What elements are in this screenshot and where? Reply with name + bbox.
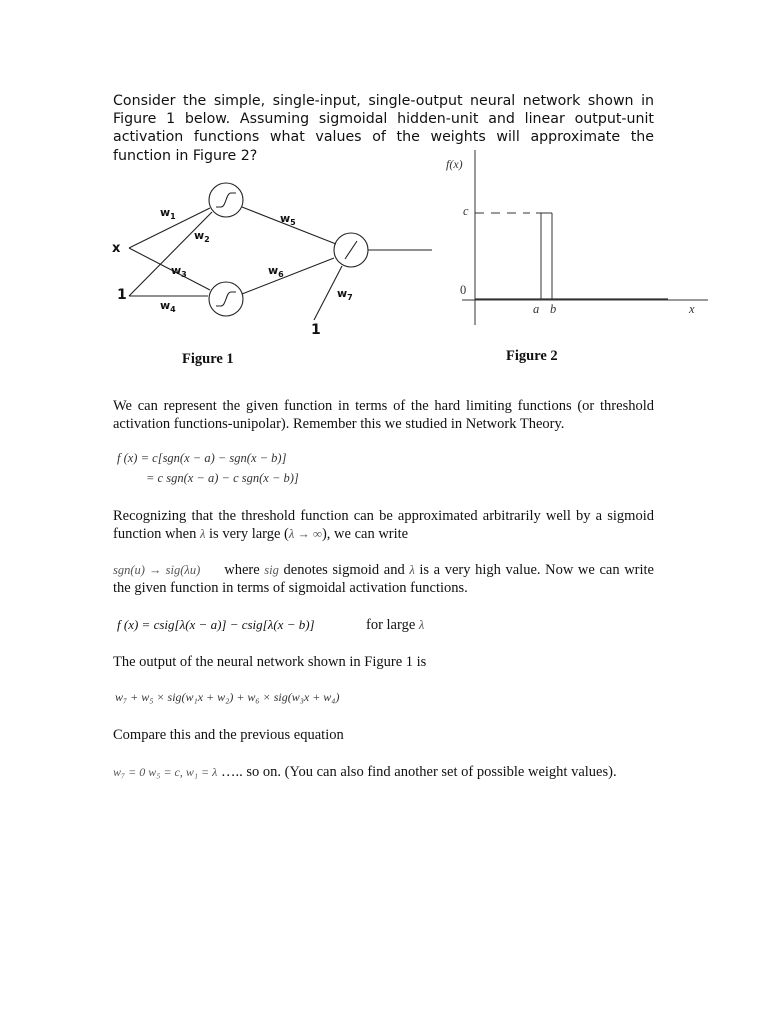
paragraph-6: w₇ = 0 w₅ = c, w₁ = λ ….. so on. (You can also find another set of possible weight values). — [113, 764, 617, 780]
weight-w5-label: $w_5$ — [280, 212, 296, 228]
equation-1-line-2: = c sgn(x − a) − c sgn(x − b)] — [146, 471, 299, 485]
question-text: Consider the simple, single-input, single-output neural network shown in Figure 1 below. Assuming sigmoidal hidden-unit and linear output-unit activation functions what values of the weights will approximate the function in Figure 2? — [113, 93, 654, 164]
figure2-plot — [462, 150, 708, 325]
linear-glyph — [345, 241, 357, 259]
figure2-caption: Figure 2 — [506, 348, 558, 364]
paragraph-1: We can represent the given function in terms of the hard limiting functions (or threshold activation functions-unipolar). Remember this we studied in Network Theory. — [113, 398, 654, 432]
paragraph-5: Compare this and the previous equation — [113, 727, 344, 743]
figure1-caption: Figure 1 — [182, 351, 234, 367]
sigmoid-glyph-2 — [216, 292, 236, 306]
b-label: b — [550, 302, 557, 316]
equation-2-tail: for large λ — [366, 617, 425, 633]
paragraph-2: Recognizing that the threshold function can be approximated arbitrarily well by a sigmoid function when λ is very large (λ → ∞), we can write — [113, 508, 654, 542]
input-x-label: x — [112, 241, 121, 256]
weight-w2-label: $w_2$ — [194, 229, 210, 245]
paragraph-3: sgn(u) → sig(λu) where sig denotes sigmoid and λ is a very high value. Now we can write the given function in terms of sigmoidal activation functions. — [113, 562, 654, 596]
sigmoid-glyph-1 — [216, 193, 236, 207]
weight-w6-label: $w_6$ — [268, 264, 284, 280]
bias-one-bottom-label: 1 — [311, 322, 321, 338]
fx-label: f(x) — [446, 157, 463, 171]
x-axis-label: x — [689, 302, 695, 316]
zero-label: 0 — [460, 283, 467, 297]
a-label: a — [533, 302, 540, 316]
edge-w6 — [242, 258, 334, 294]
weight-w4-label: $w_4$ — [160, 299, 176, 315]
weight-w1-label: $w_1$ — [160, 206, 176, 222]
bias-one-left-label: 1 — [117, 287, 127, 303]
equation-1-line-1: f (x) = c[sgn(x − a) − sgn(x − b)] — [117, 451, 287, 465]
weight-w7-label: $w_7$ — [337, 287, 353, 303]
paragraph-4: The output of the neural network shown in Figure 1 is — [113, 654, 427, 670]
c-label: c — [463, 204, 469, 218]
equation-3: w₇ + w₅ × sig(w₁x + w₂) + w₆ × sig(w₃x + w₄) — [115, 690, 340, 704]
equation-2: f (x) = csig[λ(x − a)] − csig[λ(x − b)] — [117, 617, 315, 632]
weight-w3-label: $w_3$ — [171, 264, 187, 280]
